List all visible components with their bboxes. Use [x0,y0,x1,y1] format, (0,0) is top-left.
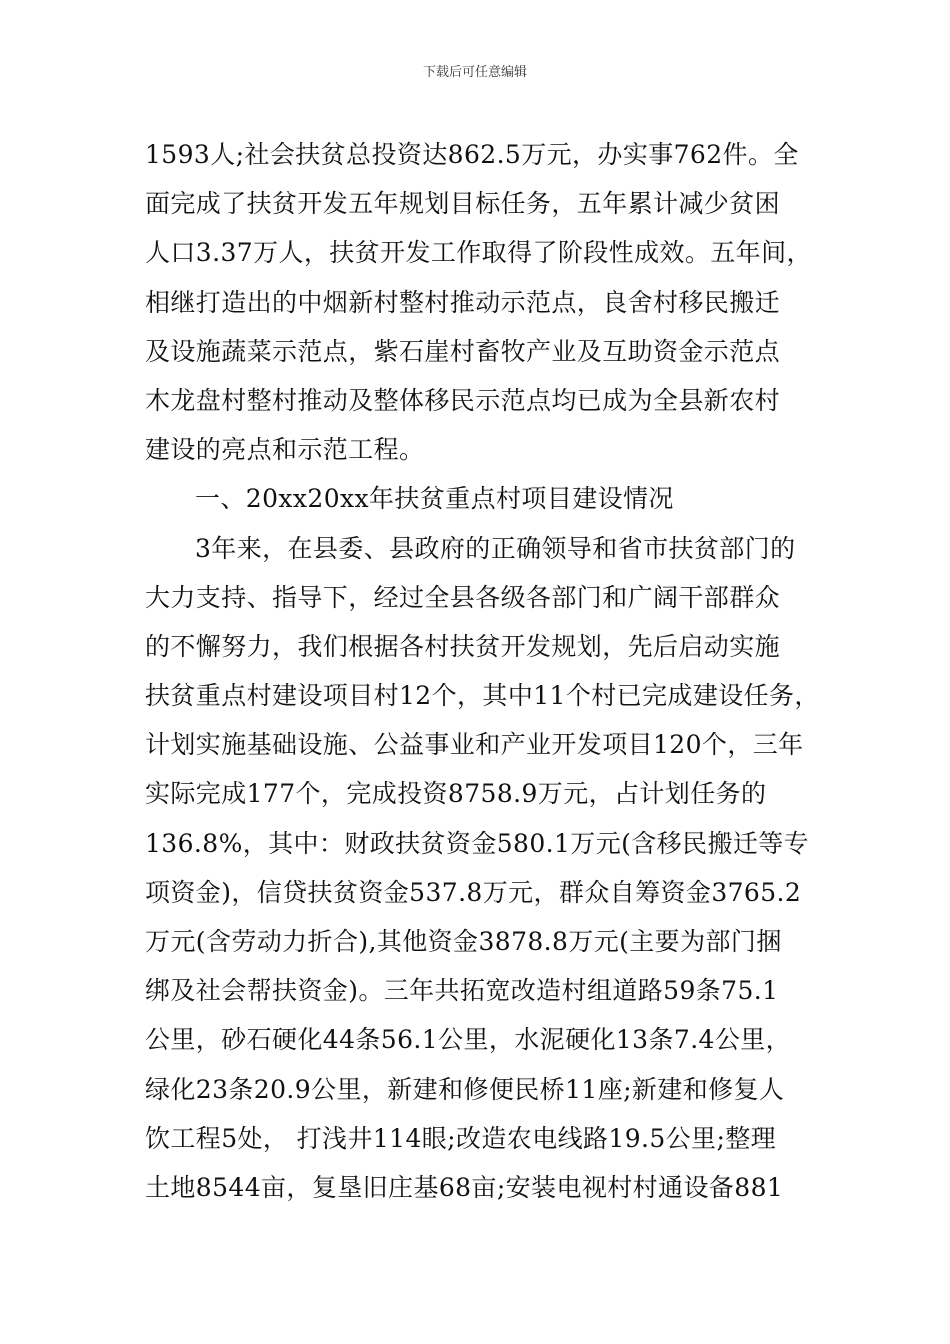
text-line: 计划实施基础设施、公益事业和产业开发项目120个，三年 [145,730,804,760]
text-line: 人口3.37万人，扶贫开发工作取得了阶段性成效。五年间， [145,238,812,268]
text-line: 土地8544亩，复垦旧庄基68亩;安装电视村村通设备881 [145,1172,784,1202]
text-line: 的不懈努力，我们根据各村扶贫开发规划，先后启动实施 [145,631,781,661]
text-line: 建设的亮点和示范工程。 [145,435,425,465]
page-header: 下载后可任意编辑 [422,65,527,80]
text-line: 扶贫重点村建设项目村12个，其中11个村已完成建设任务， [145,681,820,711]
text-line: 公里，砂石硬化44条56.1公里，水泥硬化13条7.4公里， [145,1025,792,1055]
text-line: 饮工程5处， 打浅井114眼;改造农电线路19.5公里;整理 [145,1123,777,1153]
text-line: 3年来，在县委、县政府的正确领导和省市扶贫部门的 [195,533,796,563]
text-line: 及设施蔬菜示范点，紫石崖村畜牧产业及互助资金示范点 [145,336,781,366]
text-line: 实际完成177个，完成投资8758.9万元，占计划任务的 [145,779,767,809]
text-line: 绿化23条20.9公里，新建和修便民桥11座;新建和修复人 [145,1074,785,1104]
text-line: 面完成了扶贫开发五年规划目标任务，五年累计减少贫困 [145,189,781,219]
text-line: 136.8%，其中：财政扶贫资金580.1万元(含移民搬迁等专 [145,828,810,858]
text-line: 1593人;社会扶贫总投资达862.5万元，办实事762件。全 [145,140,799,169]
document-body [145,130,820,1212]
text-line: 大力支持、指导下，经过全县各级各部门和广阔干部群众 [145,582,781,612]
text-line: 木龙盘村整村推动及整体移民示范点均已成为全县新农村 [145,385,781,415]
text-line: 绑及社会帮扶资金)。三年共拓宽改造村组道路59条75.1 [145,976,779,1006]
text-line: 相继打造出的中烟新村整村推动示范点，良舍村移民搬迁 [145,287,781,317]
text-line: 项资金)，信贷扶贫资金537.8万元，群众自筹资金3765.2 [145,877,802,907]
section-heading: 一、20xx20xx年扶贫重点村项目建设情况 [195,484,674,514]
text-line: 万元(含劳动力折合),其他资金3878.8万元(主要为部门捆 [145,927,782,956]
